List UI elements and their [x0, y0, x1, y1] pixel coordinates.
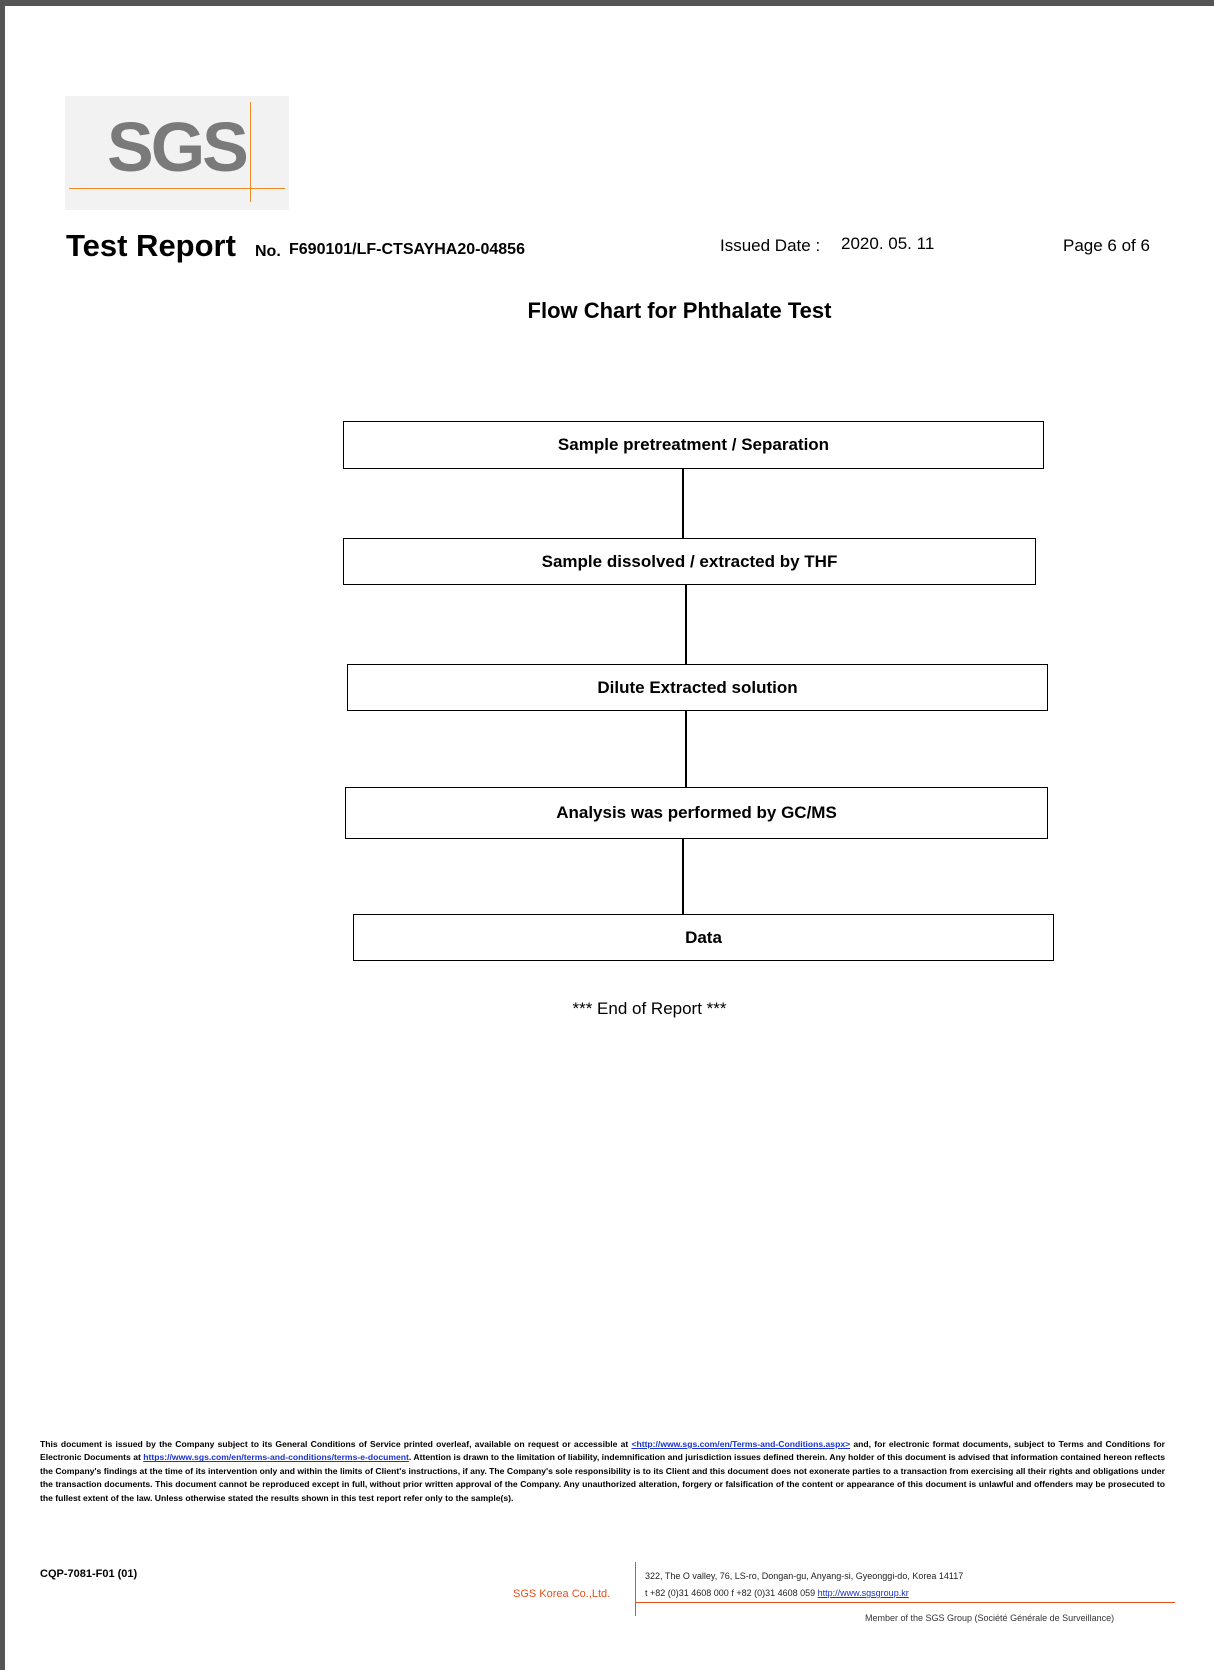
footer-divider [635, 1562, 636, 1616]
disclaimer-text: and, for electronic format documents, subject to Terms and Conditions for Electronic Documents at [40, 1439, 1165, 1463]
company-name: SGS Korea Co.,Ltd. [513, 1588, 611, 1600]
form-code: CQP-7081-F01 (01) [40, 1568, 138, 1580]
flow-connector [682, 839, 684, 915]
report-title: Test Report [66, 228, 236, 263]
issued-date-value: 2020. 05. 11 [841, 234, 935, 253]
flow-connector [685, 711, 687, 788]
issued-date-label: Issued Date : [720, 236, 821, 255]
flow-step-pretreatment: Sample pretreatment / Separation [343, 421, 1044, 469]
company-contact [645, 1588, 909, 1598]
logo-horizontal-rule [69, 188, 285, 189]
end-of-report: *** End of Report *** [572, 999, 727, 1018]
sgs-logo [65, 96, 289, 210]
flow-step-data: Data [353, 914, 1054, 961]
flow-chart-title: Flow Chart for Phthalate Test [527, 298, 832, 323]
flow-step-dilution: Dilute Extracted solution [347, 664, 1048, 711]
flow-connector [682, 469, 684, 539]
website-link[interactable]: http://www.sgsgroup.kr [817, 1588, 909, 1598]
phone-fax: t +82 (0)31 4608 000 f +82 (0)31 4608 059 [645, 1588, 816, 1598]
disclaimer-text: This document is issued by the Company subject to its General Conditions of Service printed overleaf, available on request or accessible at [40, 1439, 632, 1449]
flow-connector [685, 585, 687, 665]
report-no-label: No. [255, 243, 281, 260]
report-number: F690101/LF-CTSAYHA20-04856 [289, 241, 525, 258]
footer-rule [635, 1602, 1175, 1603]
report-page [5, 6, 1214, 1670]
member-statement: Member of the SGS Group (Société Générale de Surveillance) [865, 1613, 1115, 1623]
legal-disclaimer [40, 1438, 1165, 1505]
e-document-terms-link[interactable]: https://www.sgs.com/en/terms-and-conditions/terms-e-document [143, 1452, 409, 1463]
company-address: 322, The O valley, 76, LS-ro, Dongan-gu, Anyang-si, Gyeonggi-do, Korea 14117 [645, 1571, 964, 1581]
page-number: Page 6 of 6 [1063, 236, 1150, 255]
flow-step-dissolution: Sample dissolved / extracted by THF [343, 538, 1036, 585]
terms-link[interactable]: <http://www.sgs.com/en/Terms-and-Conditions.aspx> [631, 1439, 851, 1449]
logo-vertical-rule [250, 102, 251, 202]
disclaimer-text: . Attention is drawn to the limitation of liability, indemnification and jurisdiction issues defined therein. Any holder of this document is advised that information contained hereon reflects the Company's findings at the time of its intervention only and within the limits of Client's instructions, if any. The Company's sole responsibility is to its Client and this document does not exonerate parties to a transaction from exercising all their rights and obligations under the transaction documents. This document cannot be reproduced except in full, without prior written approval of the Company. Any unauthorized alteration, forgery or falsification of the content or appearance of this document is unlawful and offenders may be prosecuted to the fullest extent of the law. Unless otherwise stated the results shown in this test report refer only to the sample(s). [40, 1452, 1165, 1503]
logo-text: SGS [107, 108, 246, 186]
flow-step-analysis: Analysis was performed by GC/MS [345, 787, 1048, 839]
